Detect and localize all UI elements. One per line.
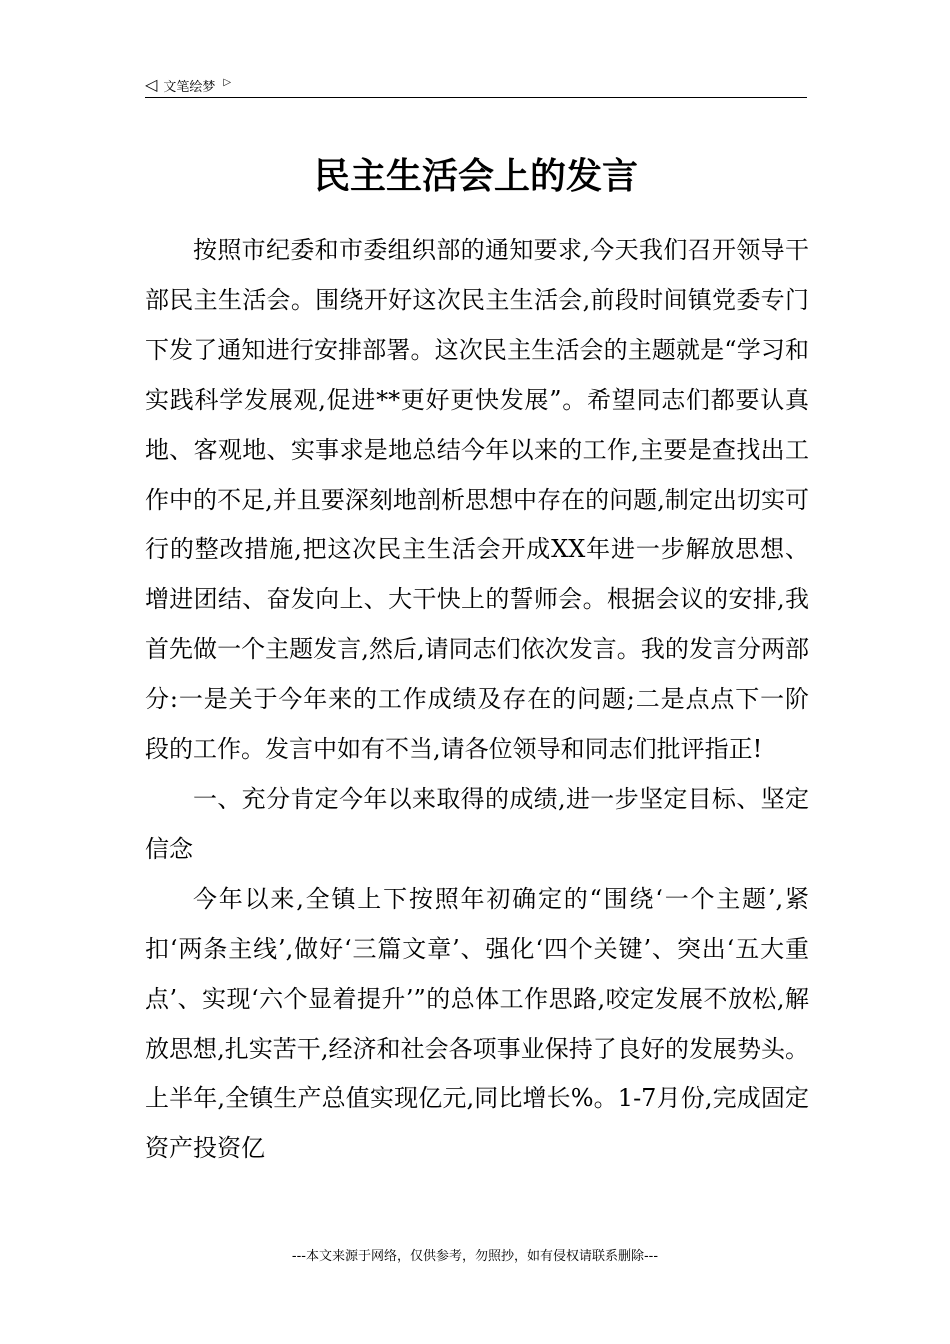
document-title: 民主生活会上的发言 bbox=[313, 155, 638, 198]
paragraph-achievements: 今年以来,全镇上下按照年初确定的“围绕‘一个主题’,紧扣‘两条主线’,做好‘三篇文章’、强化‘四个关键’、突出‘五大重点’、实现‘六个显着提升’”的总体工作思路,咬定发展不放松,解放思想,扎实苦干,经济和社会各项事业保持了良好的发展势头。上半年,全镇生产总值实现亿元,同比增长%。1-7月份,完成固定资产投资亿 bbox=[145, 884, 809, 1163]
brand-name: 文笔绘梦 bbox=[163, 79, 216, 95]
left-triangle-icon: ◁ bbox=[145, 75, 158, 94]
right-triangle-icon: ▷ bbox=[223, 77, 232, 88]
section-heading: 一、充分肯定今年以来取得的成绩,进一步坚定目标、坚定信念 bbox=[145, 784, 809, 863]
document-header bbox=[145, 74, 807, 96]
footer-disclaimer: ---本文来源于网络，仅供参考，勿照抄，如有侵权请联系删除--- bbox=[291, 1249, 659, 1264]
document-body bbox=[145, 226, 809, 1174]
header-divider bbox=[145, 97, 807, 98]
paragraph-intro: 按照市纪委和市委组织部的通知要求,今天我们召开领导干部民主生活会。围绕开好这次民主生活会,前段时间镇党委专门下发了通知进行安排部署。这次民主生活会的主题就是“学习和实践科学发展观,促进**更好更快发展”。希望同志们都要认真地、客观地、实事求是地总结今年以来的工作,主要是查找出工作中的不足,并且要深刻地剖析思想中存在的问题,制定出切实可行的整改措施,把这次民主生活会开成XX年进一步解放思想、增进团结、奋发向上、大干快上的誓师会。根据会议的安排,我首先做一个主题发言,然后,请同志们依次发言。我的发言分两部分:一是关于今年来的工作成绩及存在的问题;二是点点下一阶段的工作。发言中如有不当,请各位领导和同志们批评指正! bbox=[145, 236, 809, 764]
